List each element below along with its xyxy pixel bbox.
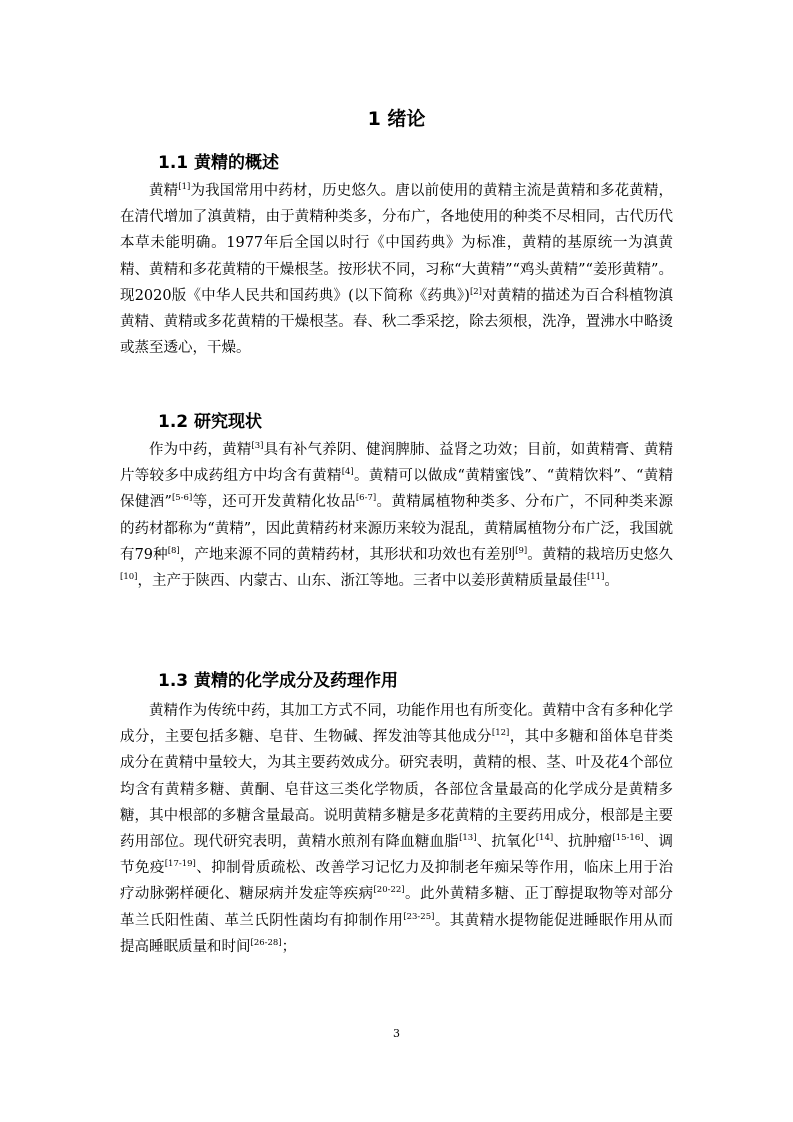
paragraph-text: 作为中药，黄精 [149, 442, 252, 458]
section-body-1-3 [120, 698, 673, 960]
citation-ref: [1] [178, 182, 191, 193]
paragraph-text: 黄精作为传统中药，其加工方式不同，功能作用也有所变化。黄精中含有多种化学成分，主要包括多糖、皂苷、生物碱、挥发油等其他成分 [120, 703, 673, 746]
paragraph-text: 黄精 [149, 183, 179, 199]
section-heading-1-3: 1.3 黄精的化学成分及药理作用 [158, 671, 399, 691]
paragraph-text: 、抗肿瘤 [553, 834, 613, 851]
paragraph-text: 。黄精的栽培历史悠久 [527, 546, 674, 563]
citation-ref: [17-19] [164, 859, 196, 870]
citation-ref: [20-22] [373, 885, 405, 896]
paragraph-text: 具有补气养阴、健润脾肺、益肾之功效；目前，如黄精膏、黄精片等较多中成药组方中均含有黄精 [120, 442, 673, 485]
paragraph-text: 。 [604, 573, 619, 590]
paragraph-text: 。黄精属植物种类多、分布广，不同种类来源的药材都称为“黄精”，因此黄精药材来源历来较为混乱，黄精属植物分布广泛，我国就有79种 [120, 494, 673, 563]
section-heading-1-1: 1.1 黄精的概述 [158, 153, 280, 173]
citation-ref: [2] [469, 286, 482, 297]
paragraph-text: 。其黄精水提物能促进睡眠作用从而提高睡眠质量和时间 [120, 912, 674, 955]
section-body-1-1 [120, 178, 673, 361]
paragraph-text: 对黄精的描述为百合科植物滇黄精、黄精或多花黄精的干燥根茎。春、秋二季采挖，除去须根，洗净，置沸水中略烫或蒸至透心，干燥。 [120, 287, 674, 357]
citation-ref: [26-28] [250, 938, 282, 948]
paragraph-text: 。此外黄精多糖、正丁醇提取物等对部分革兰氏阳性菌、革兰氏阴性菌均有抑制作用 [120, 886, 674, 929]
page-number: 3 [393, 1027, 400, 1040]
paragraph-text: 、抗氧化 [476, 834, 536, 851]
section-heading-1-2: 1.2 研究现状 [158, 412, 263, 432]
citation-ref: [13] [459, 833, 477, 844]
paragraph-text: 、抑制骨质疏松、改善学习记忆力及抑制老年痴呆等作用，临床上用于治疗动脉粥样硬化、糖尿病并发症等疾病 [120, 860, 674, 903]
citation-ref: [3] [251, 441, 264, 452]
citation-ref: [6-7] [355, 493, 377, 504]
citation-ref: [11] [586, 572, 605, 583]
paragraph-text: ，主产于陕西、内蒙古、山东、浙江等地。三者中以姜形黄精质量最佳 [137, 573, 587, 590]
chapter-title: 1 绪论 [367, 108, 426, 130]
paragraph-text: 等，还可开发黄精化妆品 [192, 494, 356, 511]
citation-ref: [12] [491, 728, 510, 739]
citation-ref: [8] [167, 545, 180, 556]
citation-ref: [23-25] [403, 911, 435, 922]
paragraph-text: 。黄精可以做成“黄精蜜饯”、“黄精饮料”、“黄精保健酒” [120, 468, 673, 511]
paragraph-text: 为我国常用中药材，历史悠久。唐以前使用的黄精主流是黄精和多花黄精，在清代增加了滇黄精，由于黄精种类多，分布广，各地使用的种类不尽相同，古代历代本草未能明确。1977年后全国以时行《中国药典》为标准，黄精的基原统一为滇黄精、黄精和多花黄精的干燥根茎。按形状不同，习称“大黄精”“鸡头黄精”“姜形黄精”。现2020版《中华人民共和国药典》(以下简称《药典》) [120, 183, 674, 304]
citation-ref: [15-16] [612, 833, 644, 844]
paragraph-text: ，产地来源不同的黄精药材，其形状和功效也有差别 [179, 546, 516, 563]
citation-ref: [9] [515, 545, 528, 556]
section-body-1-2 [120, 437, 673, 594]
citation-ref: [4] [341, 467, 354, 478]
citation-ref: [14] [535, 833, 554, 844]
paragraph-text: ； [281, 938, 297, 955]
citation-ref: [10] [120, 572, 138, 583]
citation-ref: [5-6] [171, 493, 193, 504]
paragraph-text: 、调节免疫 [120, 834, 674, 877]
paragraph-text: ，其中多糖和甾体皂苷类成分在黄精中量较大，为其主要药效成分。研究表明，黄精的根、茎、叶及花4个部位均含有黄精多糖、黄酮、皂苷这三类化学物质，各部位含量最高的化学成分是黄精多糖，其中根部的多糖含量最高。说明黄精多糖是多花黄精的主要药用成分，根部是主要药用部位。现代研究表明，黄精水煎剂有降血糖血脂 [120, 729, 673, 851]
